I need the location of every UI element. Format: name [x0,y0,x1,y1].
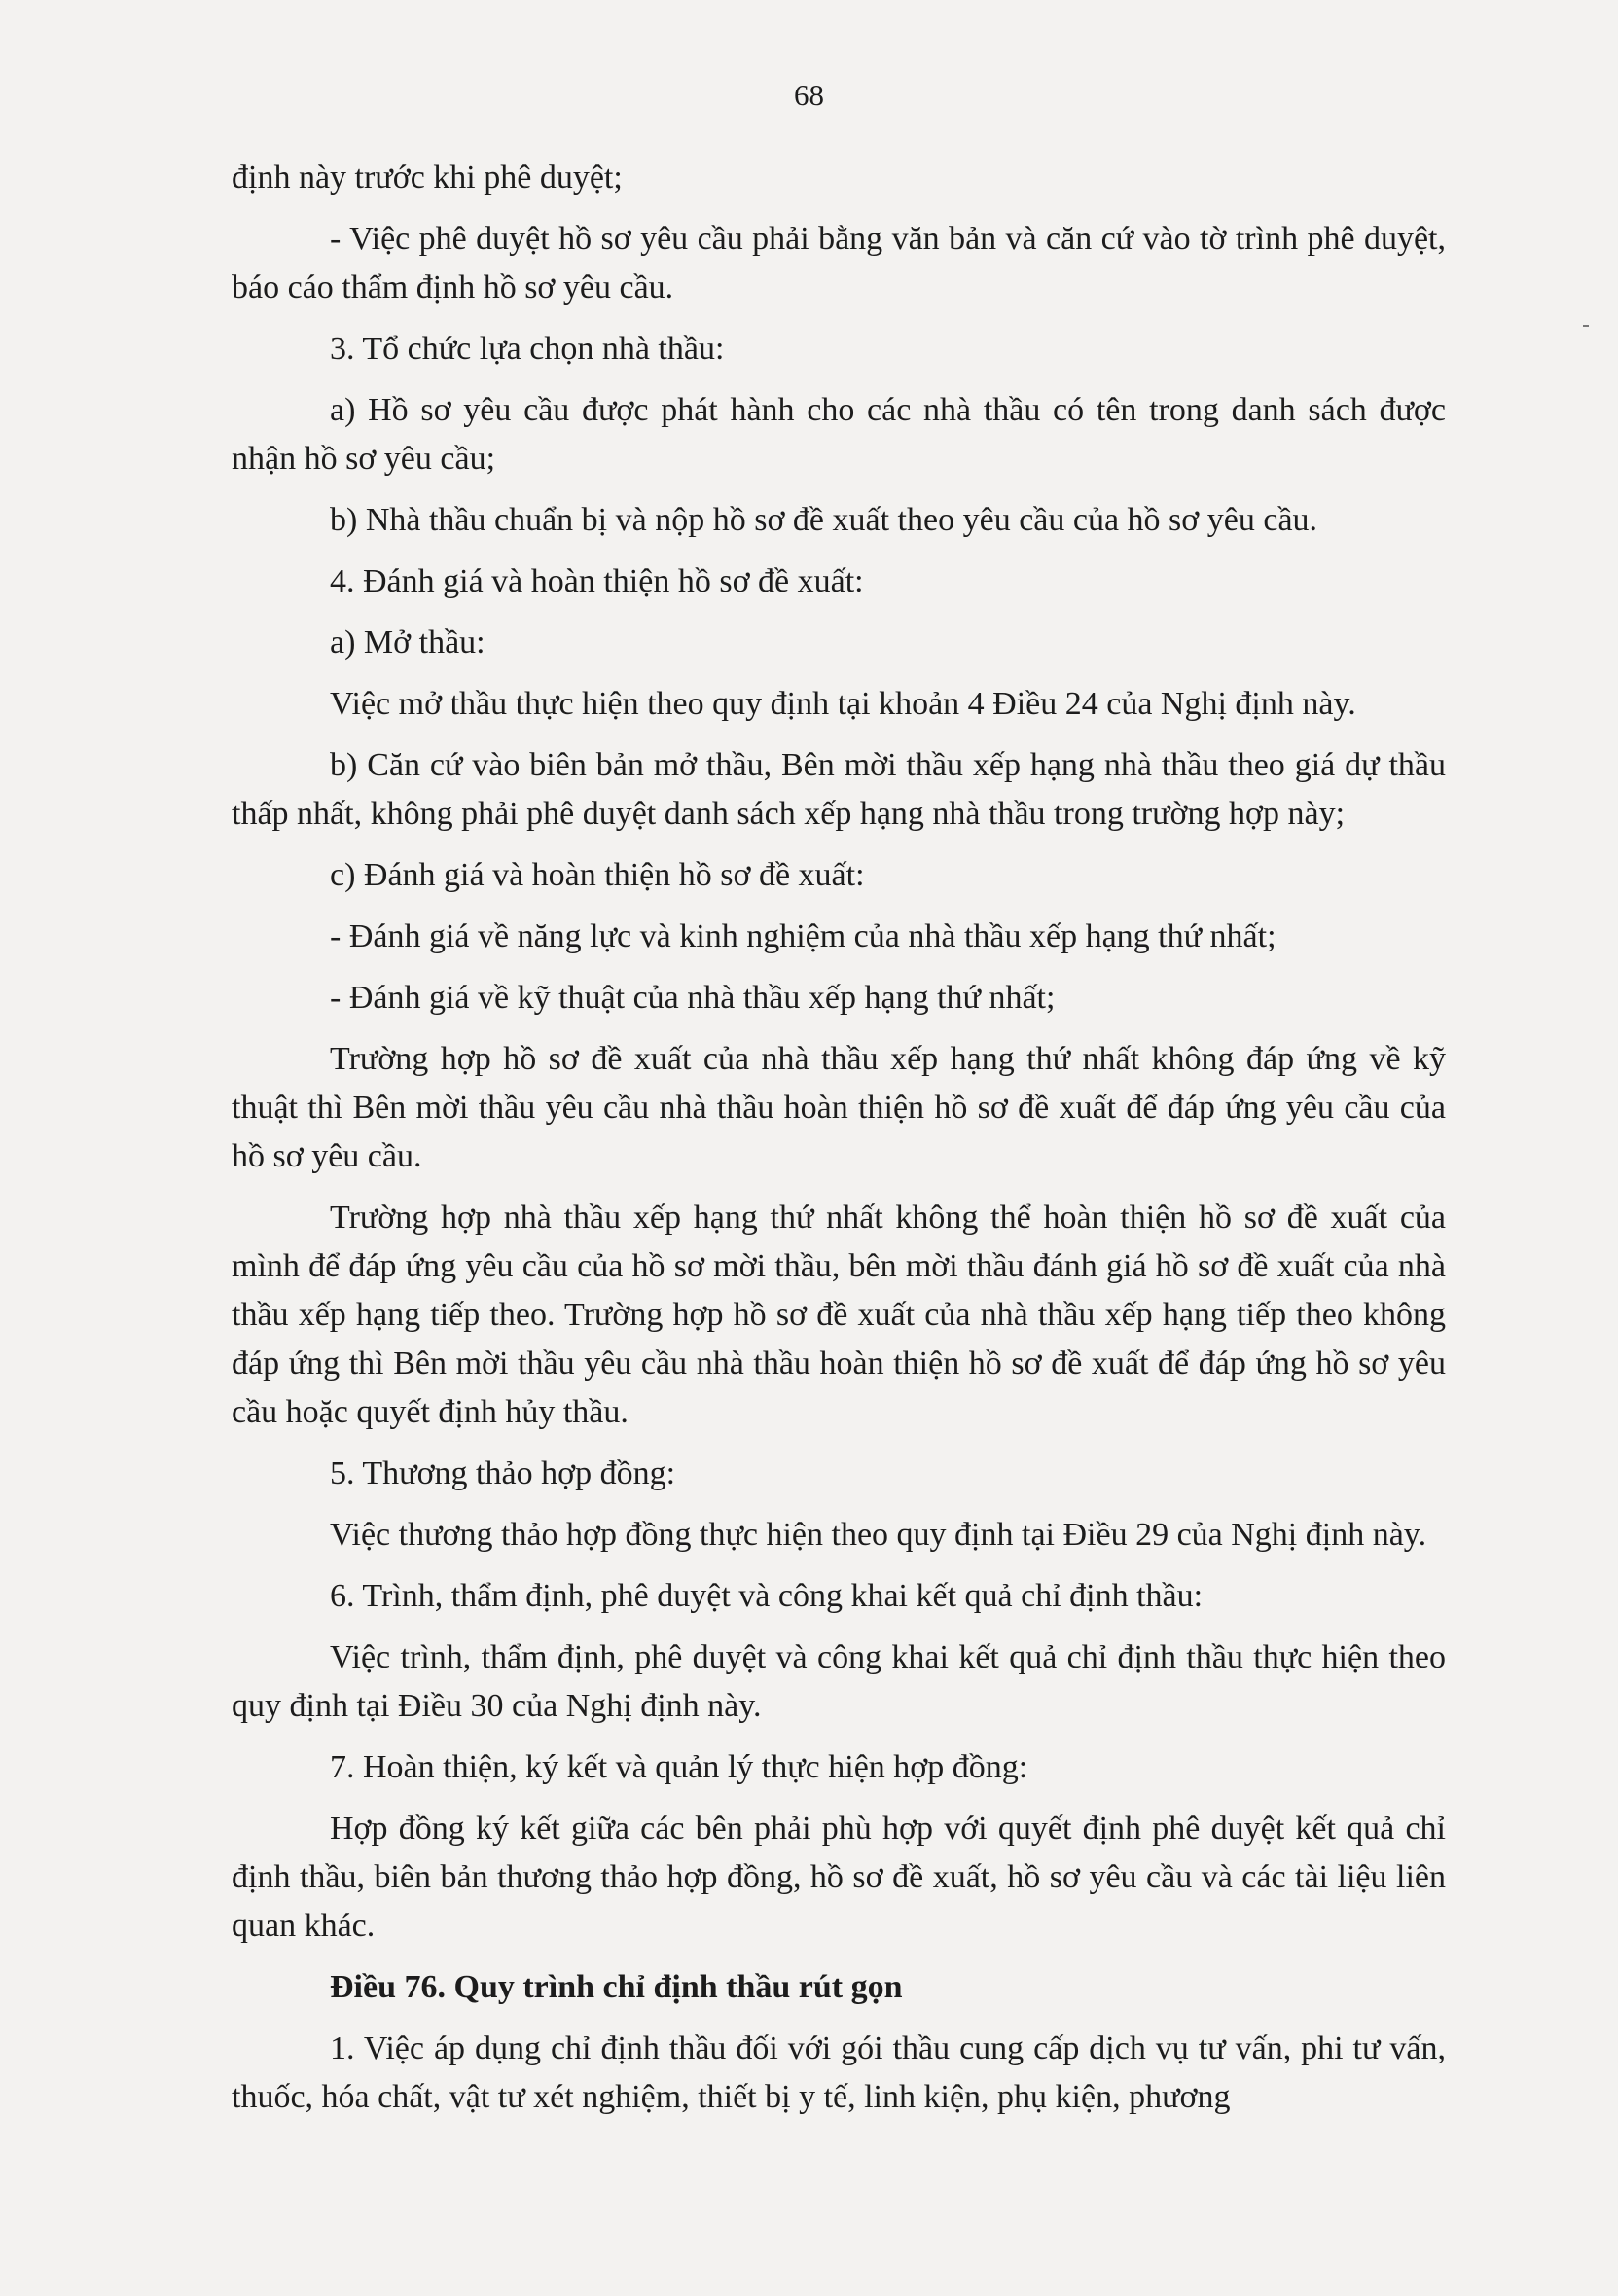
paragraph: 1. Việc áp dụng chỉ định thầu đối với gói thầu cung cấp dịch vụ tư vấn, phi tư vấn, thuốc, hóa chất, vật tư xét nghiệm, thiết bị y tế, linh kiện, phụ kiện, phương [232,2030,1446,2115]
paragraph: b) Nhà thầu chuẩn bị và nộp hồ sơ đề xuất theo yêu cầu của hồ sơ yêu cầu. [330,502,1318,538]
paragraph: Hợp đồng ký kết giữa các bên phải phù hợp với quyết định phê duyệt kết quả chỉ định thầu, biên bản thương thảo hợp đồng, hồ sơ đề xuất, hồ sơ yêu cầu và các tài liệu liên quan khác. [232,1811,1446,1944]
paragraph: Việc mở thầu thực hiện theo quy định tại khoản 4 Điều 24 của Nghị định này. [330,686,1356,722]
paragraph: a) Hồ sơ yêu cầu được phát hành cho các nhà thầu có tên trong danh sách được nhận hồ sơ yêu cầu; [232,392,1446,477]
paragraph: Trường hợp hồ sơ đề xuất của nhà thầu xếp hạng thứ nhất không đáp ứng về kỹ thuật thì Bên mời thầu yêu cầu nhà thầu hoàn thiện hồ sơ đề xuất để đáp ứng yêu cầu của hồ sơ yêu cầu. [232,1041,1446,1174]
paragraph: 7. Hoàn thiện, ký kết và quản lý thực hiện hợp đồng: [330,1749,1028,1785]
paragraph: - Việc phê duyệt hồ sơ yêu cầu phải bằng văn bản và căn cứ vào tờ trình phê duyệt, báo cáo thẩm định hồ sơ yêu cầu. [232,221,1446,305]
paragraph: 4. Đánh giá và hoàn thiện hồ sơ đề xuất: [330,563,864,599]
document-body [232,154,1446,2135]
paragraph: Trường hợp nhà thầu xếp hạng thứ nhất không thể hoàn thiện hồ sơ đề xuất của mình để đáp ứng yêu cầu của hồ sơ mời thầu, bên mời thầu đánh giá hồ sơ đề xuất của nhà thầu xếp hạng tiếp theo. Trường hợp hồ sơ đề xuất của nhà thầu xếp hạng tiếp theo không đáp ứng thì Bên mời thầu yêu cầu nhà thầu hoàn thiện hồ sơ đề xuất để đáp ứng hồ sơ yêu cầu hoặc quyết định hủy thầu. [232,1200,1446,1430]
paragraph: 6. Trình, thẩm định, phê duyệt và công khai kết quả chỉ định thầu: [330,1578,1204,1614]
paragraph: định này trước khi phê duyệt; [232,160,623,196]
paragraph: c) Đánh giá và hoàn thiện hồ sơ đề xuất: [330,857,865,893]
paragraph: a) Mở thầu: [330,625,485,661]
paragraph: 3. Tổ chức lựa chọn nhà thầu: [330,331,725,367]
paragraph: - Đánh giá về kỹ thuật của nhà thầu xếp hạng thứ nhất; [330,980,1056,1016]
page-number: 68 [794,78,824,112]
paragraph: b) Căn cứ vào biên bản mở thầu, Bên mời thầu xếp hạng nhà thầu theo giá dự thầu thấp nhất, không phải phê duyệt danh sách xếp hạng nhà thầu trong trường hợp này; [232,747,1446,832]
paragraph: Việc thương thảo hợp đồng thực hiện theo quy định tại Điều 29 của Nghị định này. [330,1517,1427,1553]
paragraph: 5. Thương thảo hợp đồng: [330,1455,676,1491]
article-heading: Điều 76. Quy trình chỉ định thầu rút gọn [330,1969,903,2005]
scan-mark [1583,325,1589,327]
paragraph: - Đánh giá về năng lực và kinh nghiệm của nhà thầu xếp hạng thứ nhất; [330,918,1276,954]
paragraph: Việc trình, thẩm định, phê duyệt và công khai kết quả chỉ định thầu thực hiện theo quy định tại Điều 30 của Nghị định này. [232,1639,1446,1724]
